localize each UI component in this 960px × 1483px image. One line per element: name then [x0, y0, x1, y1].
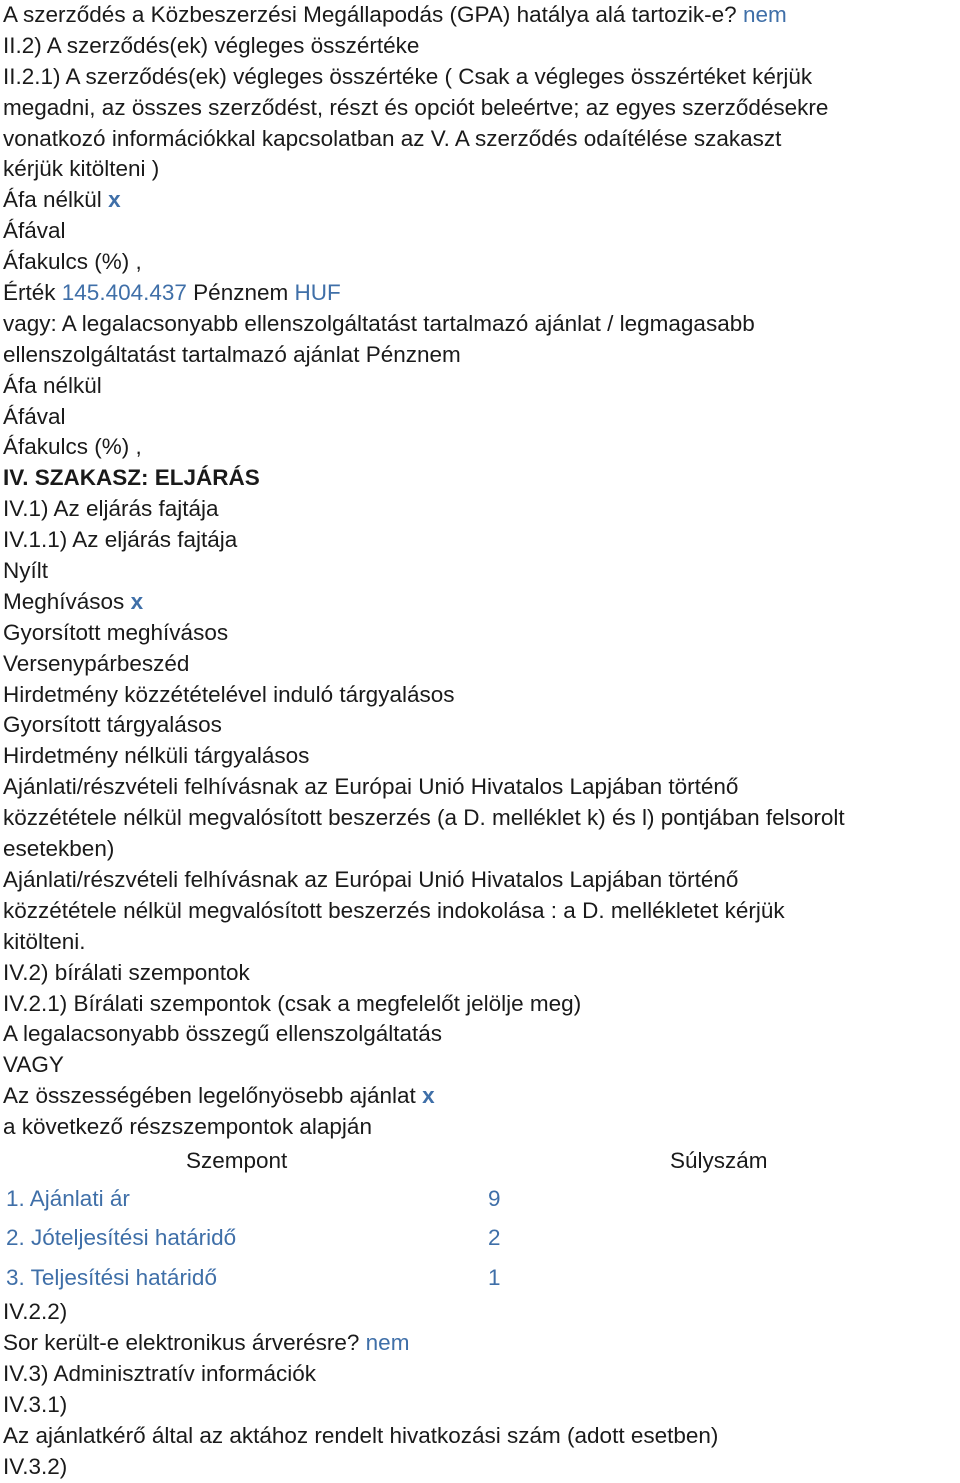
option-hirdetmeny-targyalasos: Hirdetmény közzétételével induló tárgyalásos: [3, 681, 455, 707]
option-meghivasos: [3, 587, 958, 618]
criterion-name: 3. Teljesítési határidő: [6, 1264, 217, 1290]
option-ajanlati-2-line1: Ajánlati/részvételi felhívásnak az Európai Unió Hivatalos Lapjában történő: [3, 866, 739, 892]
heading-ii2: II.2) A szerződés(ek) végleges összértéke: [3, 32, 420, 58]
heading-iv21: IV.2.1) Bírálati szempontok (csak a megfelelőt jelölje meg): [3, 990, 582, 1016]
heading-iv1: IV.1) Az eljárás fajtája: [3, 496, 219, 522]
osszessegeben-mark: x: [422, 1083, 435, 1109]
penznem-value: HUF: [294, 280, 341, 306]
meghivasos-mark: x: [130, 588, 144, 614]
option-hirdetmeny-nelkuli: Hirdetmény nélküli tárgyalásos: [3, 743, 310, 769]
heading-iv2: IV.2) bírálati szempontok: [3, 959, 250, 985]
text-ii21-line3: vonatkozó információkkal kapcsolatban az V. A szerződés odaítélése szakaszt: [3, 125, 782, 151]
vagy-line-2: ellenszolgáltatást tartalmazó ajánlat Pénznem: [3, 341, 461, 367]
arveres-line: [3, 1328, 958, 1359]
option-ajanlati-1-line1: Ajánlati/részvételi felhívásnak az Európai Unió Hivatalos Lapjában történő: [3, 774, 739, 800]
penznem-label: Pénznem: [193, 280, 289, 306]
afa-nelkul-label: Áfa nélkül: [3, 187, 102, 213]
option-ajanlati-2-line3: kitölteni.: [3, 928, 86, 954]
ertek-value: 145.404.437: [61, 280, 187, 306]
afa-nelkul-line-2: Áfa nélkül: [3, 372, 102, 398]
ertek-line: [3, 278, 958, 309]
afaval-line-1: Áfával: [3, 218, 66, 244]
criterion-weight: 1: [488, 1264, 501, 1290]
criterion-name: 1. Ajánlati ár: [6, 1185, 130, 1211]
criterion-weight: 2: [488, 1225, 501, 1251]
option-ajanlati-1-line2: közzététele nélkül megvalósított beszerzés (a D. melléklet k) és l) pontjában felsorolt: [3, 805, 845, 831]
vagy-separator: VAGY: [3, 1052, 64, 1078]
afa-nelkul-mark: x: [108, 187, 121, 213]
heading-iv3: IV.3) Adminisztratív információk: [3, 1361, 317, 1387]
option-ajanlati-2-line2: közzététele nélkül megvalósított beszerzés indokolása : a D. mellékletet kérjük: [3, 897, 785, 923]
criterion-weight: 9: [488, 1185, 501, 1211]
gpa-line: [3, 0, 958, 31]
option-gyorsitott-targyalasos: Gyorsított tárgyalásos: [3, 712, 222, 738]
criteria-table: [3, 1143, 958, 1298]
text-ii21-line1: II.2.1) A szerződés(ek) végleges összértéke ( Csak a végleges összértéket kérjük: [3, 63, 813, 89]
afa-nelkul-line-1: [3, 185, 958, 216]
hivatkozasi-szam-label: Az ajánlatkérő által az aktához rendelt hivatkozási szám (adott esetben): [3, 1423, 719, 1449]
osszessegeben-label: Az összességében legelőnyösebb ajánlat: [3, 1083, 416, 1109]
text-ii21-line4: kérjük kitölteni ): [3, 156, 160, 182]
option-nyilt: Nyílt: [3, 558, 48, 584]
heading-iv11: IV.1.1) Az eljárás fajtája: [3, 527, 238, 553]
option-versenyparbeszed: Versenypárbeszéd: [3, 650, 190, 676]
document-page: [3, 0, 958, 1483]
vagy-line-1: vagy: A legalacsonyabb ellenszolgáltatást tartalmazó ajánlat / legmagasabb: [3, 310, 755, 336]
heading-iv32: IV.3.2): [3, 1453, 68, 1479]
table-row: [3, 1218, 958, 1258]
table-row: [3, 1179, 958, 1219]
criterion-name: 2. Jóteljesítési határidő: [6, 1225, 237, 1251]
criterion-legalacsonyabb: A legalacsonyabb összegű ellenszolgáltatás: [3, 1021, 443, 1047]
criteria-table-header: [3, 1143, 958, 1179]
header-criterion: Szempont: [186, 1147, 288, 1173]
reszszempontok-label: a következő részszempontok alapján: [3, 1114, 372, 1140]
gpa-answer: nem: [742, 2, 787, 27]
option-ajanlati-1-line3: esetekben): [3, 836, 115, 862]
ertek-label: Érték: [3, 280, 56, 306]
heading-iv31: IV.3.1): [3, 1392, 68, 1418]
section-iv-heading: IV. SZAKASZ: ELJÁRÁS: [3, 465, 260, 491]
table-row: [3, 1258, 958, 1298]
afakulcs-line-1: Áfakulcs (%) ,: [3, 249, 142, 275]
criterion-osszessegeben: [3, 1081, 958, 1112]
heading-iv22: IV.2.2): [3, 1299, 68, 1325]
afaval-line-2: Áfával: [3, 403, 66, 429]
option-gyorsitott-meghivasos: Gyorsított meghívásos: [3, 619, 229, 645]
afakulcs-line-2: Áfakulcs (%) ,: [3, 434, 142, 460]
header-weight: Súlyszám: [670, 1147, 768, 1173]
meghivasos-label: Meghívásos: [3, 588, 125, 614]
arveres-answer: nem: [365, 1330, 410, 1356]
gpa-question: A szerződés a Közbeszerzési Megállapodás (GPA) hatálya alá tartozik-e?: [3, 2, 737, 27]
text-ii21-line2: megadni, az összes szerződést, részt és opciót beleértve; az egyes szerződésekre: [3, 94, 829, 120]
arveres-question: Sor került-e elektronikus árverésre?: [3, 1330, 360, 1356]
